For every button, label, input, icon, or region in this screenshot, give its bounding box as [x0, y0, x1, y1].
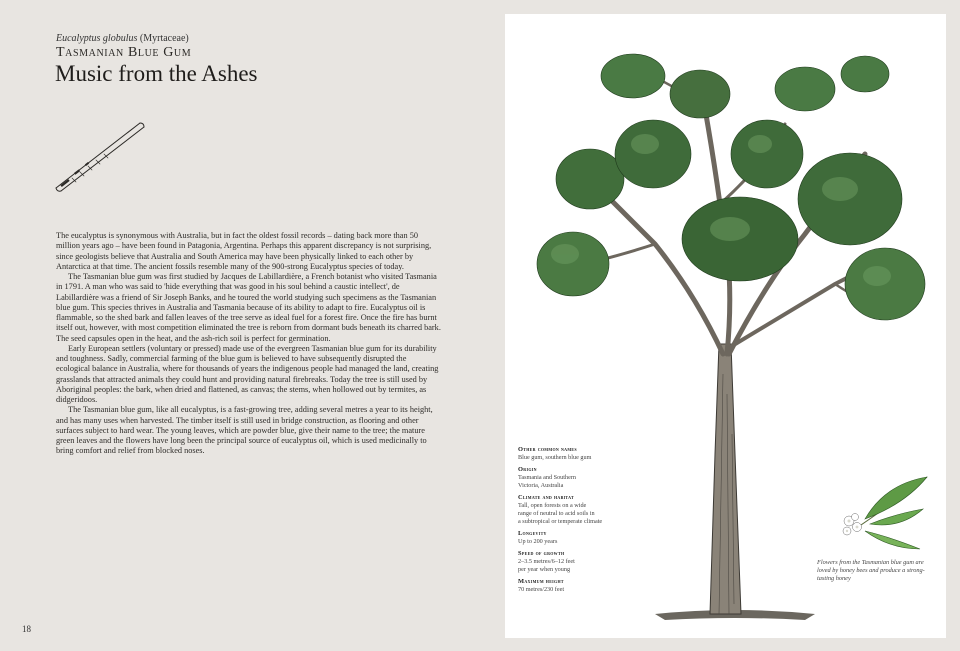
body-paragraph: The Tasmanian blue gum, like all eucalyptus, is a fast-growing tree, adding several metres a year to its height, and has many uses when harvested. The timber itself is still used in bridge construction, as flooring and other surfaces subject to hard wear. The young leaves, which are powder blue, give their name to the tree; the mature green leaves and the flowers have long been the principal source of eucalyptus oil, which is used medicinally to bring comfort and relief from blocked noses. — [56, 405, 433, 456]
fact-value: Tasmania and Southern Victoria, Australia — [518, 474, 576, 489]
fact-label: Climate and habitat — [518, 494, 574, 501]
family-name: (Myrtaceae) — [139, 33, 189, 44]
body-paragraph: The Tasmanian blue gum was first studied by Jacques de Labillardière, a French botanist who visited Tasmania in 1791. A man who was said to 'hide everything that was good in his soul behind a caustic intellect', de Labillardière was a friend of Sir Joseph Banks, and he toured the world studying such specimens as the Tasmanian blue gum. This species thrives in Australia and Tasmania because of its ability to adapt to fire. Eucalyptus oil is flammable, so the shed bark and fallen leaves of the tree serve as ideal fuel for a forest fire. Once the fire has burnt itself out, however, with most competition eliminated the tree is reborn from dormant buds beneath its charred bark. The seed capsules open in the heat, and the ash-rich soil is perfect for germination. — [56, 272, 441, 343]
fact-label: Longevity — [518, 530, 547, 537]
fact-longevity — [518, 530, 648, 546]
fact-origin — [518, 466, 648, 490]
leaf-and-flower-illustration — [835, 469, 935, 559]
fact-maximum-height — [518, 578, 648, 594]
fact-climate-and-habitat — [518, 494, 648, 526]
scientific-name-line — [56, 33, 189, 44]
right-page — [505, 14, 946, 638]
fact-label: Speed of growth — [518, 550, 565, 557]
tree-facts — [518, 446, 648, 598]
illustration-caption: Flowers from the Tasmanian blue gum are loved by honey bees and produce a strong-tasting honey — [817, 559, 925, 582]
fact-value: 2–3.5 metres/6–12 feet per year when young — [518, 558, 575, 573]
fact-value: Up to 200 years — [518, 538, 558, 545]
fact-label: Other common names — [518, 446, 577, 453]
fact-other-common-names — [518, 446, 648, 462]
fact-value: 70 metres/230 feet — [518, 586, 565, 593]
body-paragraph: Early European settlers (voluntary or pressed) made use of the evergreen Tasmanian blue gum for its durability and toughness. Sadly, commercial farming of the blue gum is believed to have subsequently disrupted the ecological balance in Australia, where for thousands of years the indigenous people had managed the land, creating grasslands that attracted animals they could hunt and providing natural firebreaks. Today the tree is still used by Aboriginal peoples: the bark, when dried and flattened, as canvas; the stems, when hollowed out by termites, as didgeridoos. — [56, 343, 439, 404]
fact-speed-of-growth — [518, 550, 648, 574]
page-number: 18 — [22, 624, 31, 634]
common-name: Tasmanian Blue Gum — [56, 45, 192, 60]
fact-value: Blue gum, southern blue gum — [518, 454, 592, 461]
fact-value: Tall, open forests on a wide range of neutral to acid soils in a subtropical or temperate climate — [518, 502, 603, 525]
page-title: Music from the Ashes — [55, 61, 258, 86]
scientific-name: Eucalyptus globulus — [56, 33, 138, 44]
fact-label: Origin — [518, 466, 537, 473]
didgeridoo-illustration — [52, 118, 148, 194]
fact-label: Maximum height — [518, 578, 564, 585]
body-paragraph: The eucalyptus is synonymous with Australia, but in fact the oldest fossil records – dating back more than 50 million years ago – have been found in Patagonia, Argentina. Perhaps this apparent discrepancy is not surprising, since geologists believe that Australia and South America may have been physically linked to each other by Antarctica at that time. The ancient fossils resemble many of the 900-strong Eucalyptus species of today. — [56, 231, 432, 271]
body-text — [56, 231, 441, 457]
